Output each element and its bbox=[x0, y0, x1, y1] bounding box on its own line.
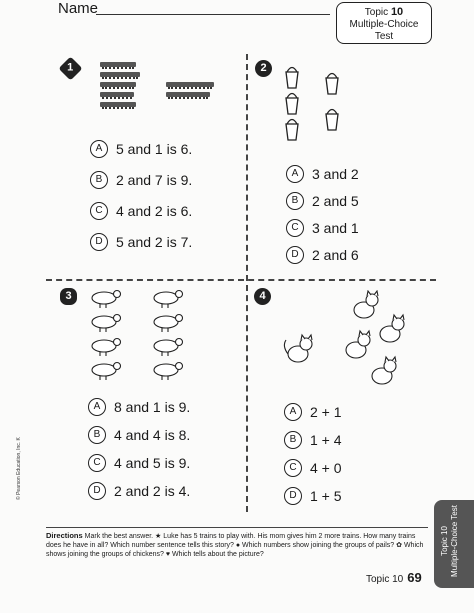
q2-choice-b[interactable]: B 2 and 5 bbox=[286, 192, 359, 210]
q4-choice-c[interactable]: C 4 + 0 bbox=[284, 459, 342, 477]
answer-bubble[interactable]: D bbox=[90, 233, 108, 251]
directions-label: Directions bbox=[46, 531, 83, 540]
footer-topic: Topic 10 bbox=[366, 574, 404, 585]
answer-bubble[interactable]: A bbox=[286, 165, 304, 183]
page-footer bbox=[366, 570, 422, 585]
page-number: 69 bbox=[407, 570, 422, 585]
topic-number: 10 bbox=[390, 6, 404, 18]
cats-picture bbox=[280, 290, 420, 400]
side-tab-subtitle: Multiple-Choice Test bbox=[450, 505, 459, 577]
answer-bubble[interactable]: C bbox=[88, 454, 106, 472]
q2-choice-c[interactable]: C 3 and 1 bbox=[286, 219, 359, 237]
q2-choice-a[interactable]: A 3 and 2 bbox=[286, 165, 359, 183]
question-3-badge: 3 bbox=[60, 288, 77, 305]
side-tab bbox=[434, 500, 474, 588]
name-line[interactable] bbox=[96, 14, 330, 15]
vertical-divider bbox=[246, 54, 248, 512]
trains-picture bbox=[94, 60, 224, 110]
q2-choice-d[interactable]: D 2 and 6 bbox=[286, 246, 359, 264]
answer-bubble[interactable]: C bbox=[286, 219, 304, 237]
q4-choice-d[interactable]: D 1 + 5 bbox=[284, 487, 342, 505]
directions-text bbox=[46, 527, 428, 559]
name-label: Name bbox=[58, 0, 99, 17]
chickens-picture bbox=[84, 286, 204, 386]
q1-choice-d[interactable]: D 5 and 2 is 7. bbox=[90, 233, 192, 251]
question-1-star-badge: 1 bbox=[58, 56, 82, 80]
q1-choice-b[interactable]: B 2 and 7 is 9. bbox=[90, 171, 192, 189]
pails-picture bbox=[280, 62, 350, 162]
answer-bubble[interactable]: B bbox=[284, 431, 302, 449]
answer-bubble[interactable]: A bbox=[90, 140, 108, 158]
q3-choice-d[interactable]: D 2 and 2 is 4. bbox=[88, 482, 190, 500]
topic-subtitle: Multiple-Choice Test bbox=[349, 19, 419, 42]
answer-bubble[interactable]: A bbox=[284, 403, 302, 421]
answer-bubble[interactable]: D bbox=[286, 246, 304, 264]
question-4-heart-badge: 4 bbox=[254, 288, 271, 305]
answer-bubble[interactable]: B bbox=[286, 192, 304, 210]
q4-choice-a[interactable]: A 2 + 1 bbox=[284, 403, 342, 421]
copyright-text: © Pearson Education, Inc. K bbox=[16, 437, 22, 500]
answer-bubble[interactable]: C bbox=[284, 459, 302, 477]
answer-bubble[interactable]: B bbox=[90, 171, 108, 189]
answer-bubble[interactable]: D bbox=[284, 487, 302, 505]
directions-body: Mark the best answer. ★ Luke has 5 trains to play with. His mom gives him 2 more trains. How many trains does he have in all? Which number sentence tells this story? ● Which numbers show joining the groups of pails? ✿ Which shows joining the groups of chickens? ♥ Which tells about the picture? bbox=[46, 533, 424, 558]
side-tab-topic: Topic 10 bbox=[440, 526, 449, 556]
topic-label: Topic bbox=[364, 7, 389, 18]
q3-choice-b[interactable]: B 4 and 4 is 8. bbox=[88, 426, 190, 444]
answer-bubble[interactable]: C bbox=[90, 202, 108, 220]
q3-choice-c[interactable]: C 4 and 5 is 9. bbox=[88, 454, 190, 472]
question-2-badge: 2 bbox=[255, 60, 272, 77]
answer-bubble[interactable]: B bbox=[88, 426, 106, 444]
answer-bubble[interactable]: A bbox=[88, 398, 106, 416]
q1-choice-a[interactable]: A 5 and 1 is 6. bbox=[90, 140, 192, 158]
topic-box bbox=[336, 2, 432, 44]
answer-bubble[interactable]: D bbox=[88, 482, 106, 500]
horizontal-divider bbox=[46, 279, 436, 281]
q4-choice-b[interactable]: B 1 + 4 bbox=[284, 431, 342, 449]
q1-choice-c[interactable]: C 4 and 2 is 6. bbox=[90, 202, 192, 220]
q3-choice-a[interactable]: A 8 and 1 is 9. bbox=[88, 398, 190, 416]
